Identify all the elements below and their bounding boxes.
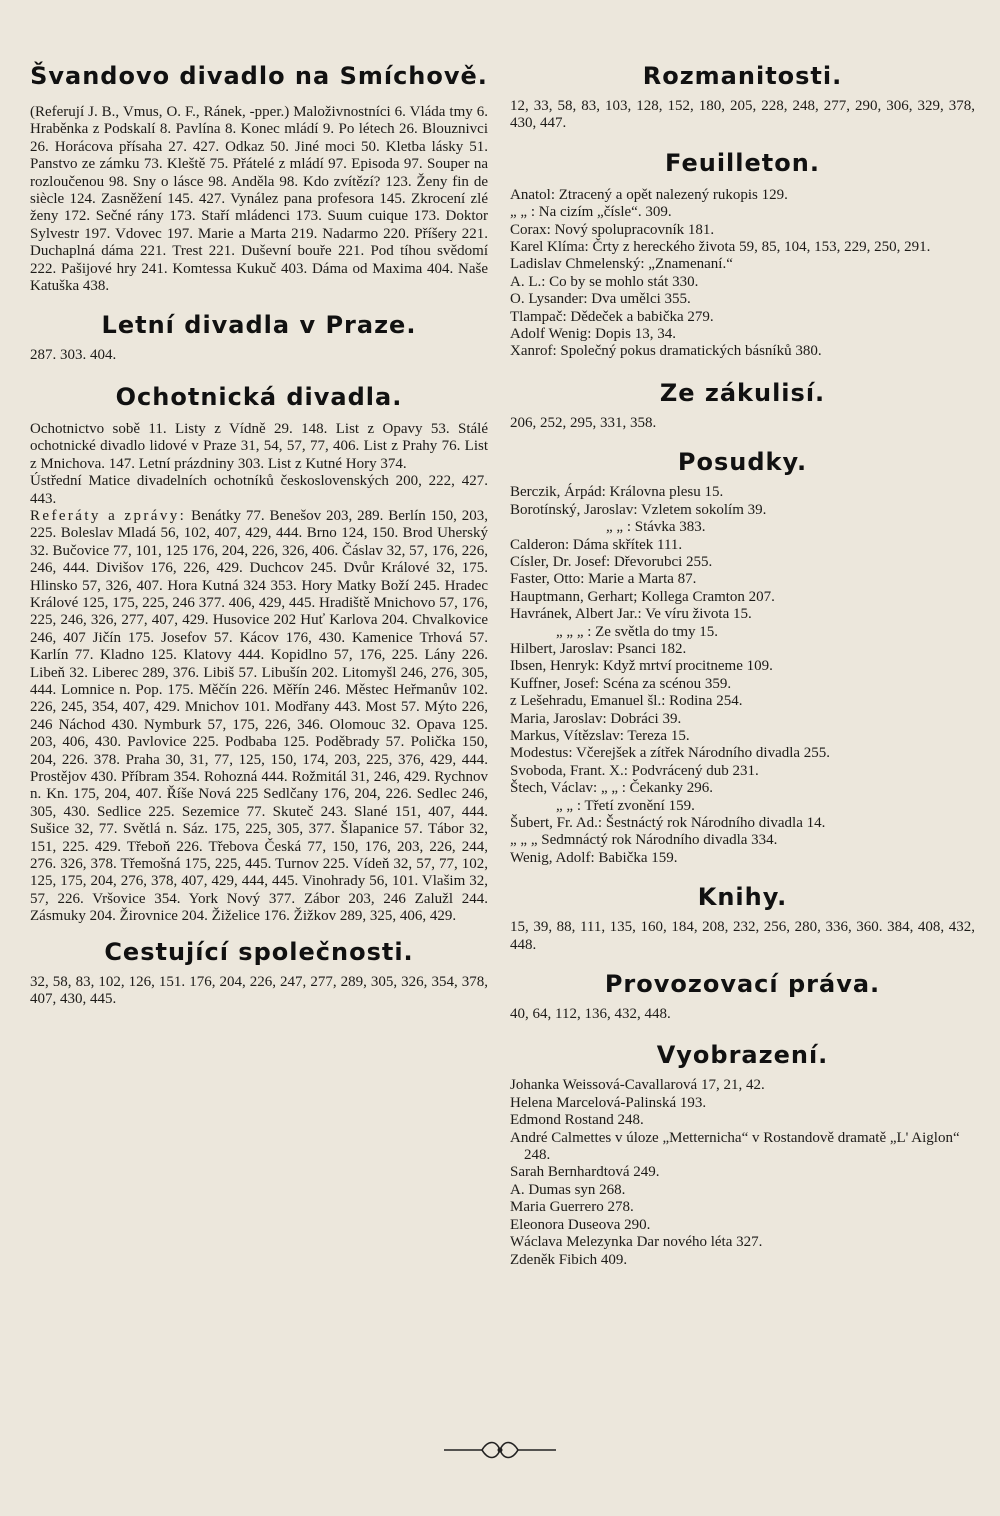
list-item: André Calmettes v úloze „Metternicha“ v Rostandově dramatě „L' Aiglon“ 248. <box>510 1129 960 1164</box>
section-title-posudky: Posudky. <box>677 448 808 477</box>
list-item: z Lešehradu, Emanuel šl.: Rodina 254. <box>510 693 743 710</box>
list-item: Ibsen, Henryk: Když mrtví procitneme 109. <box>510 658 773 675</box>
list-item: Císler, Dr. Josef: Dřevorubci 255. <box>510 553 713 570</box>
section-text-ochotnicka-3 <box>30 508 488 926</box>
list-item: Corax: Nový spolupracovník 181. <box>510 221 715 238</box>
list-item: Kuffner, Josef: Scéna za scénou 359. <box>510 675 732 692</box>
posudky-list <box>510 484 975 867</box>
right-column <box>510 62 975 1269</box>
section-text-ochotnicka-1: Ochotnictvo sobě 11. Listy z Vídně 29. 148. List z Opavy 53. Stálé ochotnické divadlo lidové v Praze 31, 54, 57, 77, 406. List z Prahy 76. List z Mnichova. 147. Letní prázdniny 303. List z Kutné Hory 374. <box>30 420 488 472</box>
left-column <box>30 62 488 1008</box>
section-title-provozovaci-prava: Provozovací práva. <box>604 970 881 999</box>
list-item: Maria Guerrero 278. <box>510 1199 634 1216</box>
list-item: O. Lysander: Dva umělci 355. <box>510 291 691 308</box>
section-title-letni-divadla: Letní divadla v Praze. <box>101 311 417 340</box>
list-item: Edmond Rostand 248. <box>510 1112 644 1129</box>
section-text-knihy: 15, 39, 88, 111, 135, 160, 184, 208, 232, 256, 280, 336, 360. 384, 408, 432, 448. <box>510 919 975 953</box>
list-item: Markus, Vítězslav: Tereza 15. <box>510 727 690 744</box>
list-item: Karel Klíma: Črty z hereckého života 59, 85, 104, 153, 229, 250, 291. <box>510 239 931 256</box>
section-text-letni-divadla: 287. 303. 404. <box>30 347 117 364</box>
list-item: „ „ „ Sedmnáctý rok Národního divadla 334. <box>510 832 778 849</box>
list-item: Tlampač: Dědeček a babička 279. <box>510 308 714 325</box>
list-item: Xanrof: Společný pokus dramatických básníků 380. <box>510 343 822 360</box>
list-item: Helena Marcelová-Palinská 193. <box>510 1094 707 1111</box>
list-item: Hauptmann, Gerhart; Kollega Cramton 207. <box>510 588 775 605</box>
section-title-knihy: Knihy. <box>697 883 788 912</box>
section-text-svandovo: (Referují J. B., Vmus, O. F., Ránek, -pper.) Maloživnostníci 6. Vláda tmy 6. Hraběnka z Podskalí 8. Pavlína 8. Konec mládí 9. Po létech 26. Blouznivci 26. Horácova přísaha 27. 427. Odkaz 50. Jiné moci 50. Kletba lásky 51. Panstvo ze zámku 73. Kleště 75. Přátelé z mládí 97. Episoda 97. Souper na rozloučenou 98. Sny o lásce 98. Anděla 98. Kdo zvítězí? 123. Ženy fin de siècle 124. Zasněžení 145. 427. Vynález pana profesora 145. Zkrocení zlé ženy 172. Sečné rány 173. Staří mládenci 173. Suum cuique 173. Doktor Sylvestr 197. Vdovec 197. Marie a Marta 219. Nadarmo 220. Příšery 221. Duchaplná dáma 221. Trest 221. Duševní bouře 221. Pod tíhou svědomí 222. Pašijové hry 241. Komtessa Kukuč 403. Dáma od Maxima 404. Naše Katuška 438. <box>30 104 488 295</box>
list-item: Modestus: Včerejšek a zítřek Národního divadla 255. <box>510 745 831 762</box>
list-item: Svoboda, Frant. X.: Podvrácený dub 231. <box>510 762 759 779</box>
section-title-ochotnicka: Ochotnická divadla. <box>115 382 403 411</box>
section-text-provozovaci-prava: 40, 64, 112, 136, 432, 448. <box>510 1006 671 1023</box>
list-item: Ladislav Chmelenský: „Znamenaní.“ <box>510 256 733 273</box>
list-item: Sarah Bernhardtová 249. <box>510 1164 660 1181</box>
list-item: Eleonora Duseova 290. <box>510 1216 651 1233</box>
list-item: „ „ „ : Ze světla do tmy 15. <box>556 623 719 640</box>
section-title-svandovo: Švandovo divadlo na Smíchově. <box>30 62 488 90</box>
list-item: „ „ : Třetí zvonění 159. <box>556 797 695 814</box>
section-title-feuilleton: Feuilleton. <box>665 148 820 177</box>
referaty-body: Benátky 77. Benešov 203, 289. Berlín 150, 203, 225. Boleslav Mladá 56, 102, 407, 429, 444. Brno 124, 150. Brod Uherský 32. Bučovice 77, 101, 125 176, 204, 226, 326, 406. Čáslav 32, 57, 176, 226, 246, 444. Divišov 176, 226, 429. Duchcov 245. Dvůr Králové 32, 175. Hlinsko 57, 326, 407. Hora Kutná 324 353. Hory Matky Boží 245. Hradec Králové 125, 175, 225, 246 377. 406, 429, 445. Hradiště Mnichovo 57, 176, 225, 246, 326, 277, 407, 429. Husovice 202 Huť Karlova 204. Chvalkovice 246, 407 Jičín 175. Josefov 57. Kácov 176, 430. Kamenice Trhová 57. Karlín 77. Kladno 125. Klatovy 444. Kopidlno 57, 176, 225. Lány 226. Libeň 32. Liberec 289, 376. Libiš 57. Libušín 202. Litomyšl 246, 276, 305, 444. Lomnice n. Pop. 175. Měčín 226. Měřín 246. Městec Heřmanův 102. 226, 245, 354, 407, 429. Mnichov 101. Modřany 443. Most 57. Mýto 226, 246 Náchod 430. Nymburk 57, 175, 226, 346. Olomouc 32. Opava 125. 203, 406, 430. Pavlovice 225. Podbaba 125. Poděbrady 57. Polička 150, 204, 226. 378. Praha 30, 31, 77, 125, 150, 174, 203, 225, 376, 429, 444. Prostějov 430. Příbram 354. Rohozná 444. Rožmitál 31, 246, 429. Rychnov n. Kn. 175, 204, 407. Říše Nová 225 Sedlčany 176, 204, 226. Sedlec 246, 305, 430. Sedlice 225. Sezemice 77. Skuteč 243. Slané 151, 407, 444. Sušice 32, 77. Světlá n. Sáz. 175, 225, 305, 377. Šlapanice 57. Tábor 32, 151, 225. 429. Třeboň 226. Třebova Česká 77, 150, 176, 203, 226, 244, 276. 326, 378. Třemošná 175, 225, 445. Turnov 225. Vídeň 32, 57, 77, 102, 125, 175, 204, 276, 378, 407, 429, 444, 445. Vinohrady 56, 101. Vlašim 32, 57, 226. Vršovice 354. York Nový 377. Zábor 203, 246 Zalužl 244. Zásmuky 204. Žirovnice 204. Žiželice 176. Žižkov 289, 325, 406, 429. <box>30 507 488 925</box>
list-item: Hilbert, Jaroslav: Psanci 182. <box>510 640 687 657</box>
section-title-ze-zakulisi: Ze zákulisí. <box>659 378 826 407</box>
section-text-rozmanitosti: 12, 33, 58, 83, 103, 128, 152, 180, 205, 228, 248, 277, 290, 306, 329, 378, 430, 447. <box>510 98 975 132</box>
section-text-ze-zakulisi: 206, 252, 295, 331, 358. <box>510 414 657 431</box>
feuilleton-list <box>510 187 975 361</box>
list-item: „ „ : Na cizím „čísle“. 309. <box>510 204 672 221</box>
list-item: Faster, Otto: Marie a Marta 87. <box>510 571 697 588</box>
section-text-cestujici: 32, 58, 83, 102, 126, 151. 176, 204, 226, 247, 277, 289, 305, 326, 354, 378, 407, 430, 445. <box>30 973 488 1008</box>
ornament-divider-icon <box>440 1438 560 1462</box>
list-item: Štech, Václav: „ „ : Čekanky 296. <box>510 780 713 797</box>
section-title-rozmanitosti: Rozmanitosti. <box>642 62 843 90</box>
referaty-lead: Referáty a zprávy: <box>30 507 187 524</box>
list-item: Havránek, Albert Jar.: Ve víru života 15. <box>510 606 752 623</box>
list-item: Berczik, Árpád: Královna plesu 15. <box>510 484 724 501</box>
list-item: Šubert, Fr. Ad.: Šestnáctý rok Národního divadla 14. <box>510 815 826 831</box>
section-text-ochotnicka-2: Ústřední Matice divadelních ochotníků československých 200, 222, 427. 443. <box>30 473 488 507</box>
list-item: Calderon: Dáma skřítek 111. <box>510 536 683 553</box>
list-item: A. L.: Co by se mohlo stát 330. <box>510 273 699 290</box>
section-title-cestujici: Cestující společnosti. <box>104 937 414 966</box>
list-item: Zdeněk Fibich 409. <box>510 1251 628 1268</box>
list-item: Wenig, Adolf: Babička 159. <box>510 849 678 866</box>
list-item: A. Dumas syn 268. <box>510 1181 626 1198</box>
section-title-vyobrazeni: Vyobrazení. <box>656 1041 829 1070</box>
list-item: „ „ : Stávka 383. <box>606 519 706 536</box>
list-item: Adolf Wenig: Dopis 13, 34. <box>510 326 677 343</box>
list-item: Johanka Weissová-Cavallarová 17, 21, 42. <box>510 1077 765 1094</box>
list-item: Wáclava Melezynka Dar nového léta 327. <box>510 1234 763 1251</box>
list-item: Maria, Jaroslav: Dobráci 39. <box>510 710 682 727</box>
vyobrazeni-list <box>510 1077 975 1268</box>
list-item: Anatol: Ztracený a opět nalezený rukopis 129. <box>510 186 788 203</box>
list-item: Borotínský, Jaroslav: Vzletem sokolím 39. <box>510 501 767 518</box>
